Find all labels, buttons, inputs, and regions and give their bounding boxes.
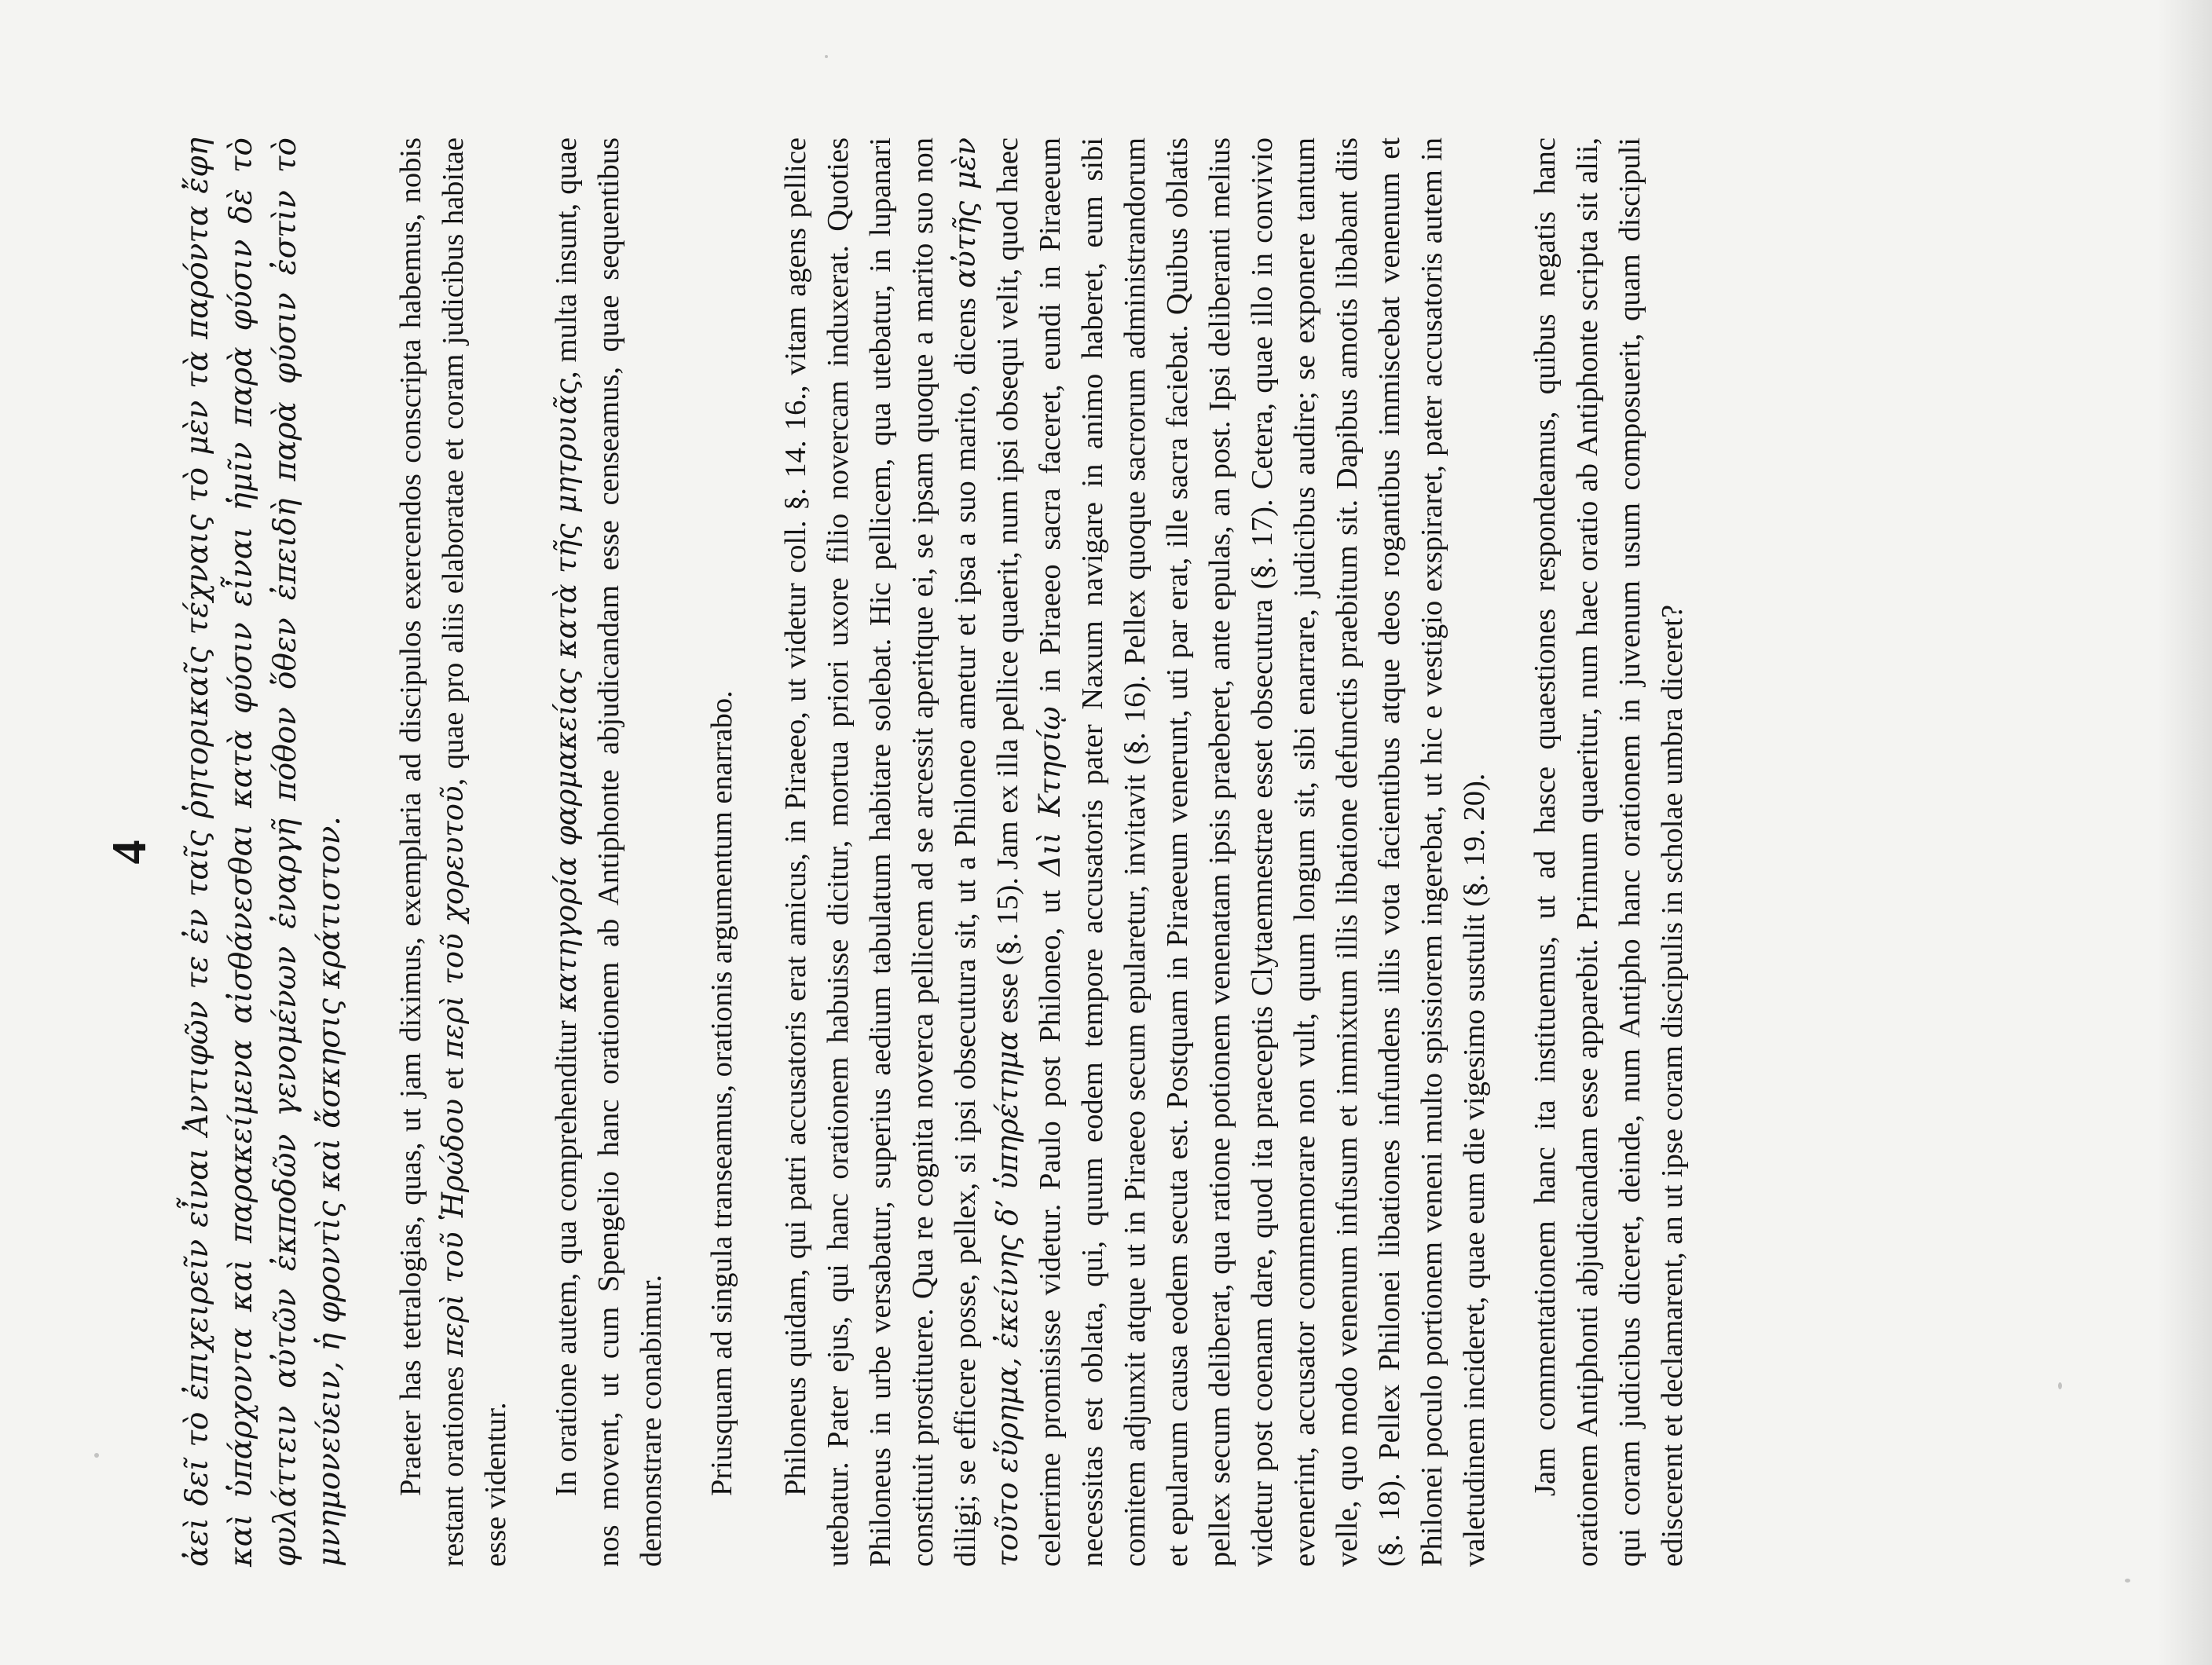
paragraph-tetralogias [390, 137, 517, 1567]
paragraph-oratione [545, 137, 672, 1567]
page-number: 4 [103, 840, 156, 865]
greek-title-choreutes: περὶ τοῦ χορευτοῦ [436, 785, 470, 1059]
greek-dii-ktesio: Διὶ Κτησίῳ [1033, 706, 1067, 876]
paragraph-text: in Piraeeo sacra faceret, eundi in Piraeeum necessitas est oblata, qui, quum eodem tempore accusatoris pater Naxum navigare in animo haberet, eum sibi comitem adjunxit atque ut in Piraeeo secum epularetur, invitavit (§. 16). Pellex quoque sacrorum administrandorum et epularum causa eodem secuta est. Postquam in Piraeeum venerunt, uti par erat, ille sacra faciebat. Quibus oblatis pellex secum deliberat, qua ratione potionem venenatam ipsis praeberet, ante epulas, an post. Ipsi deliberanti melius videtur post coenam dare, quod ita praeceptis Clytaemnestrae esset obsecutura (§. 17). Cetera, quae illo in convivio evenerint, accusator commemorare non vult, quum longum sit, sibi enarrare, judicibus audire; se exponere tantum velle, quo modo venenum infusum et immixtum illis libatione defunctis praebitum sit. Dapibus amotis libabant diis (§. 18). Pellex Philonei libationes infundens illis vota facientibus atque deos rogantibus immiscebat venenum et Philonei poculo portionem veneni multo spissiorem ingerebat, ut hic e vestigio exspiraret, pater accusatoris autem in valetudinem incideret, quae eum die vigesimo sustulit (§. 19. 20). [1034, 137, 1491, 1567]
paragraph-priusquam: Priusquam ad singula transeamus, orationis argumentum enarrabo. [705, 690, 738, 1496]
scan-speck [825, 55, 828, 58]
scan-speck [2125, 1579, 2130, 1583]
scan-speck [2058, 1382, 2062, 1389]
paragraph-text: Philoneus quidam, qui patri accusatoris erat amicus, in Piraeeo, ut videtur coll. §. 14. 16., vitam agens pellice utebatur. Pater ejus, qui hanc orationem habuisse dicitur, mortua priori uxore filio novercam induxerat. Quoties Philoneus in urbe versabatur, superius aedium tabulatum habitare solebat. Hic pellicem, qua utebatur, in lupanari constituit prostituere. Qua re cognita noverca pellicem ad se arcessit aperitque ei, se ipsam quoque a marito suo non diligi; se efficere posse, pellex, si ipsi obsecutura sit, ut a Philoneo ametur et ipsa a suo marito, dicens [779, 137, 982, 1567]
paragraph-text: , quae pro aliis elaboratae et coram judicibus habitae esse videntur. [437, 137, 512, 1567]
paragraph-text: , multa insunt, quae nos movent, ut cum Spengelio hanc orationem ab Antiphonte abjudicandam esse censeamus, quae sequentibus demonstrare conabimur. [550, 137, 668, 1567]
scan-speck [94, 1453, 99, 1458]
paragraph-text: et [437, 1058, 470, 1099]
paragraph-text: esse (§. 15). Jam ex illa pellice quaerit, num ipsi obsequi velit, quod haec celerrime promisisse videtur. Paulo post Philoneo, ut [991, 137, 1067, 1567]
paragraph-text: Praeter has tetralogias, quas, ut jam diximus, exemplaria ad discipulos exercendos conscripta habemus, nobis restant orationes [394, 137, 470, 1567]
paragraph-argumentum [775, 137, 1496, 1567]
greek-quotation: ἀεὶ δεῖ τὸ ἐπιχειρεῖν εἶναι Ἀντιφῶν τε ἐν ταῖς ῥητορικαῖς τέχναις τὸ μὲν τὰ παρόντα ἔφη καὶ ὑπάρχοντα καὶ παρακείμενα αἰσθάνεσθαι κατὰ φύσιν εἶναι ἡμῖν παρὰ φύσιν δὲ τὸ φυλάττειν αὐτῶν ἐκποδῶν γενομένων ἐναργῆ πόθον ὅθεν ἐπειδὴ παρὰ φύσιν ἐστὶν τὸ μνημονεύειν, ἡ φροντὶς καὶ ἄσκησις κράτιστον. [180, 137, 347, 1567]
page-edge-shadow [2157, 0, 2212, 1665]
book-page [79, 82, 2121, 1614]
greek-quote-heurema: αὐτῆς μὲν τοῦτο εὕρημα, ἐκείνης δ’ ὑπηρέτημα [948, 137, 1024, 1567]
paragraph-commentatio: Jam commentationem hanc ita instituemus, ut ad hasce quaestiones respondeamus, quibus negatis hanc orationem Antiphonti abjudicandam esse apparebit. Primum quaeritur, num haec oratio ab Antiphonte scripta sit alii, qui coram judicibus diceret, deinde, num Antipho hanc orationem in juvenum usum composuerit, quam discipuli ediscerent et declamarent, an ut ipse coram discipulis in scholae umbra diceret? [1529, 137, 1689, 1567]
greek-title-katēgoria: κατηγορία φαρμακείας κατὰ τῆς μητρυιᾶς [549, 379, 583, 1012]
greek-title-herodes: περὶ τοῦ Ἡρώδου [436, 1098, 470, 1357]
paragraph-text: In oratione autem, qua comprehenditur [550, 1012, 583, 1496]
